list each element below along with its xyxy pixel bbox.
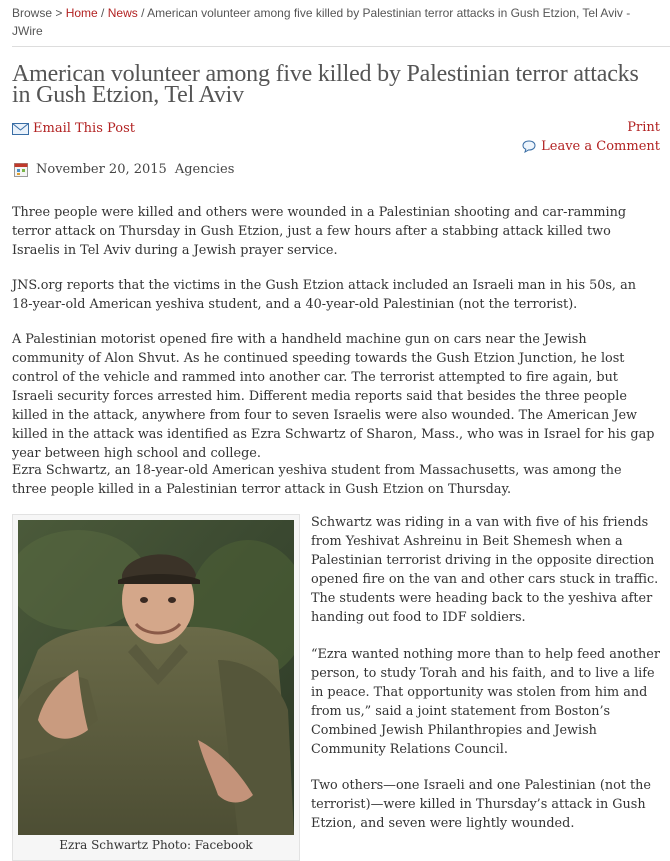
breadcrumb-separator: / — [137, 6, 148, 20]
breadcrumb — [12, 4, 662, 40]
article-figure — [12, 514, 300, 861]
breadcrumb-separator: > — [52, 6, 66, 20]
paragraph-1: Three people were killed and others were wounded in a Palestinian shooting and car-ramming terror attack on Thursday in Gush Etzion, just a few hours after a stabbing attack killed two Israelis in Tel Aviv during a Jewish prayer service. — [12, 205, 627, 258]
post-meta — [14, 162, 234, 177]
paragraph-2: JNS.org reports that the victims in the Gush Etzion attack included an Israeli man in his 50s, an 18-year-old American yeshiva student, and a 40-year-old Palestinian (not the terrorist). — [12, 278, 636, 312]
post-date: November 20, 2015 — [36, 162, 167, 177]
breadcrumb-home-link[interactable]: Home — [65, 6, 98, 20]
post-source: Agencies — [174, 162, 235, 177]
paragraph-3: A Palestinian motorist opened fire with a handheld machine gun on cars near the Jewish community of Alon Shvut. As he continued speeding towards the Gush Etzion Junction, he lost control of the vehicle and rammed into another car. The terrorist attempted to fire again, but Israeli security forces arrested him. Different media reports said that besides the three people killed in the attack, anywhere from four to seven Israelis were also wounded. The American Jew killed in the attack was identified as Ezra Schwartz of Sharon, Mass., who was in Israel for his gap year between high school and college. — [12, 332, 655, 461]
ezra-schwartz-photo — [18, 520, 294, 835]
calendar-icon — [14, 163, 28, 177]
print-link[interactable]: Print — [627, 120, 660, 135]
email-post-label: Email This Post — [33, 121, 135, 136]
side-paragraph-1: Schwartz was riding in a van with five of his friends from Yeshivat Ashreinu in Beit Shemesh when a Palestinian terrorist driving in the opposite direction opened fire on the van and other cars stuck in traffic. The students were heading back to the yeshiva after handing out food to IDF soldiers. — [311, 515, 659, 625]
envelope-icon — [12, 123, 29, 135]
header-divider — [12, 46, 670, 47]
email-post-link[interactable] — [12, 121, 135, 136]
breadcrumb-news-link[interactable]: News — [107, 6, 138, 20]
breadcrumb-browse: Browse — [12, 6, 53, 20]
leave-comment-label: Leave a Comment — [541, 139, 660, 154]
leave-comment-link[interactable] — [522, 139, 660, 154]
figure-caption: Ezra Schwartz Photo: Facebook — [59, 838, 253, 852]
article-title: American volunteer among five killed by Palestinian terror attacks in Gush Etzion, Tel Aviv — [12, 61, 639, 108]
side-paragraph-3: Two others—one Israeli and one Palestinian (not the terrorist)—were killed in Thursday’s attack in Gush Etzion, and seven were lightly wounded. — [311, 778, 651, 831]
breadcrumb-separator: / — [97, 6, 108, 20]
speech-bubble-icon — [522, 140, 536, 153]
side-paragraph-2: “Ezra wanted nothing more than to help feed another person, to study Torah and his faith, and to live a life in peace. That opportunity was stolen from him and from us,” said a joint statement from Boston’s Combined Jewish Philanthropies and Jewish Community Relations Council. — [311, 647, 660, 757]
paragraph-4: Ezra Schwartz, an 18-year-old American yeshiva student from Massachusetts, was among the three people killed in a Palestinian terror attack in Gush Etzion on Thursday. — [12, 463, 622, 497]
breadcrumb-current: American volunteer among five killed by Palestinian terror attacks in Gush Etzion, Tel Aviv - JWire — [12, 6, 631, 38]
